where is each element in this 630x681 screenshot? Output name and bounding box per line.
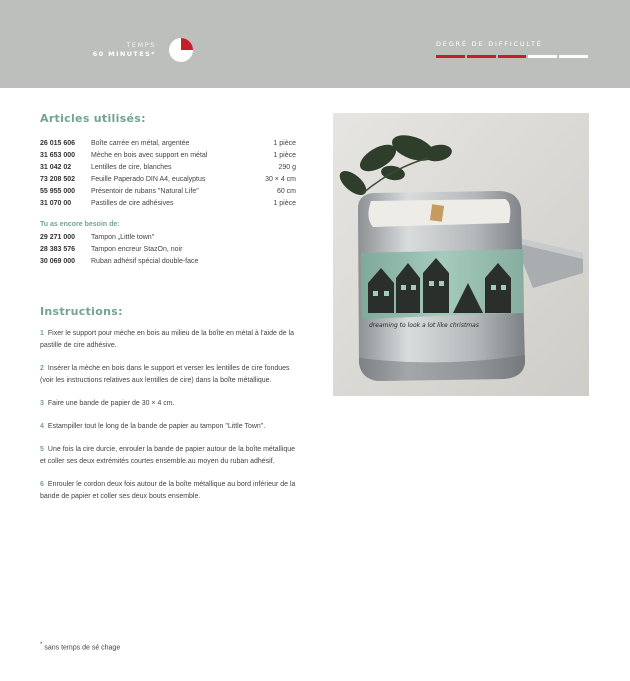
candle-illustration — [333, 113, 589, 396]
instruction-step — [40, 398, 302, 410]
article-row — [40, 198, 296, 210]
instruction-step — [40, 363, 302, 386]
article-row — [40, 174, 296, 186]
instruction-step — [40, 444, 302, 467]
instruction-step — [40, 421, 302, 433]
instruction-step — [40, 479, 302, 502]
difficulty-indicator — [436, 40, 588, 58]
extra-code: 28 383 576 — [40, 246, 76, 253]
extra-code: 29 271 000 — [40, 234, 76, 241]
difficulty-bar — [528, 55, 557, 58]
step-number: 6 — [40, 481, 44, 489]
article-desc: Boîte carrée en métal, argentée — [91, 140, 190, 147]
instruction-steps — [40, 328, 302, 514]
article-qty: 1 pièce — [273, 200, 296, 207]
article-desc: Lentilles de cire, blanches — [91, 164, 172, 171]
step-text: Insérer la mèche en bois dans le support et verser les lentilles de cire fondues (voir les instructions relatives aux lentilles de cire) dans la boîte métallique. — [40, 364, 290, 384]
article-row — [40, 138, 296, 150]
header-band — [0, 0, 630, 88]
article-row — [40, 162, 296, 174]
time-value: 60 MINUTES* — [92, 50, 156, 58]
article-desc: Pastilles de cire adhésives — [91, 200, 174, 207]
step-text: Fixer le support pour mèche en bois au milieu de la boîte en métal à l'aide de la pastille de cire adhésive. — [40, 330, 294, 349]
step-number: 2 — [40, 364, 44, 372]
step-text: Une fois la cire durcie, enrouler la bande de papier autour de la boîte métallique et coller ses deux extrémités courtes ensemble.au moyen du ruban adhésif. — [40, 446, 296, 465]
article-qty: 30 × 4 cm — [265, 176, 296, 183]
difficulty-label: DEGRÉ DE DIFFICULTÉ — [436, 40, 543, 48]
time-label — [93, 41, 156, 59]
footnote — [40, 642, 120, 651]
article-desc: Présentoir de rubans "Natural Life" — [91, 188, 199, 195]
article-code: 31 653 000 — [40, 152, 76, 159]
extras-list — [40, 232, 296, 268]
difficulty-bar — [467, 55, 496, 58]
difficulty-bar — [436, 55, 465, 58]
article-qty: 1 pièce — [273, 140, 296, 147]
article-row — [40, 186, 296, 198]
article-code: 73 208 502 — [40, 176, 76, 183]
clock-icon — [168, 37, 194, 63]
step-number: 3 — [40, 399, 44, 407]
extra-row — [40, 256, 296, 268]
article-code: 31 042 02 — [40, 164, 72, 171]
article-qty: 60 cm — [276, 188, 296, 195]
article-desc: Feuille Paperado DIN A4, eucalyptus — [91, 176, 206, 183]
footnote-mark: * — [40, 642, 43, 648]
candle-tin-photo — [333, 113, 589, 396]
article-qty: 1 pièce — [273, 152, 296, 159]
difficulty-bar — [498, 55, 527, 58]
instructions-title: Instructions: — [40, 305, 123, 318]
instruction-step — [40, 328, 302, 351]
article-code: 26 015 606 — [40, 140, 76, 147]
step-text: Faire une bande de papier de 30 × 4 cm. — [47, 399, 175, 407]
extra-desc: Tampon encreur StazOn, noir — [91, 246, 183, 253]
difficulty-bars — [436, 55, 588, 58]
article-row — [40, 150, 296, 162]
articles-list — [40, 138, 296, 210]
articles-title: Articles utilisés: — [40, 112, 146, 125]
step-text: Estampiller tout le long de la bande de papier au tampon "Little Town". — [47, 423, 266, 431]
extra-desc: Ruban adhésif spécial double-face — [91, 258, 199, 265]
article-qty: 290 g — [278, 164, 296, 171]
extras-title: Tu as encore besoin de: — [40, 221, 120, 228]
extra-desc: Tampon „Little town" — [91, 234, 155, 241]
extra-row — [40, 232, 296, 244]
step-number: 1 — [40, 330, 44, 337]
difficulty-bar — [559, 55, 588, 58]
step-number: 5 — [40, 446, 44, 454]
extra-row — [40, 244, 296, 256]
band-text: dreaming to look a lot like christmas — [369, 322, 479, 329]
time-heading: TEMPS — [126, 41, 156, 49]
article-code: 55 955 000 — [40, 188, 76, 195]
step-number: 4 — [40, 423, 44, 431]
article-code: 31 070 00 — [40, 200, 72, 207]
footnote-text: sans temps de sé chage — [44, 644, 121, 652]
article-desc: Mèche en bois avec support en métal — [91, 152, 208, 159]
step-text: Enrouler le cordon deux fois autour de la boîte métallique au bord inférieur de la bande de papier et coller ses deux bouts ensemble. — [40, 481, 296, 500]
extra-code: 30 069 000 — [40, 258, 76, 265]
